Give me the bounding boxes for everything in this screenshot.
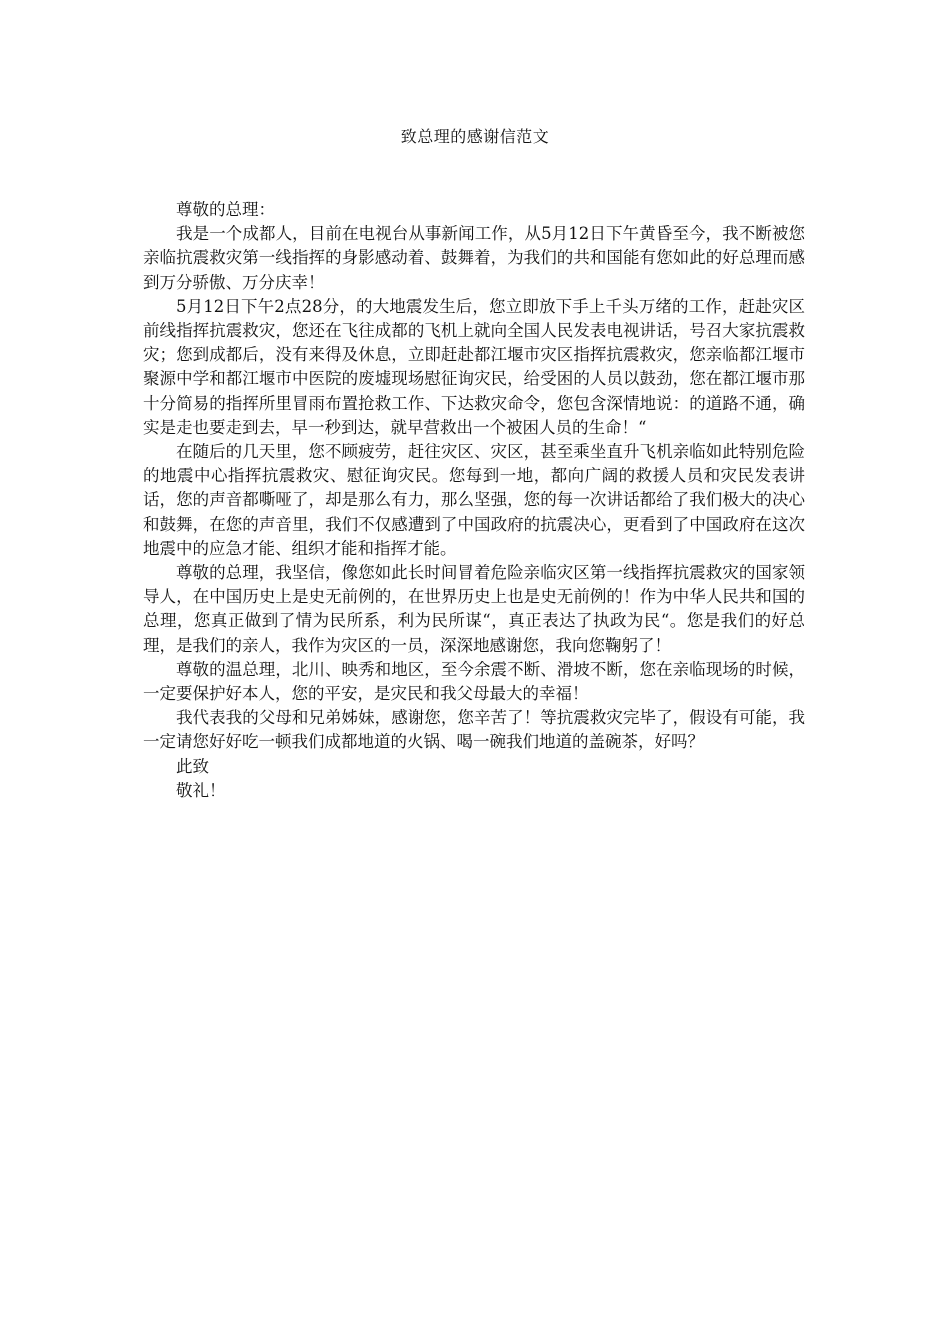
paragraph: 在随后的几天里，您不顾疲劳，赶往灾区、灾区，甚至乘坐直升飞机亲临如此特别危险的地震中心指挥抗震救灾、慰征询灾民。您每到一地，都向广阔的救援人员和灾民发表讲话，您的声音都嘶哑了，却是那么有力，那么坚强，您的每一次讲话都给了我们极大的决心和鼓舞，在您的声音里，我们不仅感遭到了中国政府的抗震决心，更看到了中国政府在这次地震中的应急才能、组织才能和指挥才能。 xyxy=(143,442,805,558)
paragraph: 5月12日下午2点28分，的大地震发生后，您立即放下手上千头万绪的工作，赶赴灾区前线指挥抗震救灾，您还在飞往成都的飞机上就向全国人民发表电视讲话，号召大家抗震救灾；您到成都后，没有来得及休息，立即赶赴都江堰市灾区指挥抗震救灾，您亲临都江堰市聚源中学和都江堰市中医院的废墟现场慰征询灾民，给受困的人员以鼓劲，您在都江堰市那十分简易的指挥所里冒雨布置抢救工作、下达救灾命令，您包含深情地说：的道路不通，确实是走也要走到去，早一秒到达，就早营救出一个被困人员的生命！“ xyxy=(143,296,805,437)
salutation: 尊敬的总理： xyxy=(176,200,275,219)
paragraph: 我代表我的父母和兄弟姊妹，感谢您，您辛苦了！等抗震救灾完毕了，假设有可能，我一定请您好好吃一顿我们成都地道的火锅、喝一碗我们地道的盖碗茶，好吗？ xyxy=(143,708,805,752)
closing-line: 此致 xyxy=(176,756,209,776)
paragraph: 尊敬的温总理，北川、映秀和地区，至今余震不断、滑坡不断，您在亲临现场的时候，一定要保护好本人，您的平安，是灾民和我父母最大的幸福！ xyxy=(143,659,805,704)
paragraph: 我是一个成都人，目前在电视台从事新闻工作，从5月12日下午黄昏至今，我不断被您亲临抗震救灾第一线指挥的身影感动着、鼓舞着，为我们的共和国能有您如此的好总理而感到万分骄傲、万分庆幸！ xyxy=(143,224,805,292)
closing-line: 敬礼！ xyxy=(176,780,226,800)
document-title: 致总理的感谢信范文 xyxy=(400,127,550,146)
paragraph: 尊敬的总理，我坚信，像您如此长时间冒着危险亲临灾区第一线指挥抗震救灾的国家领导人，在中国历史上是史无前例的，在世界历史上也是史无前例的！作为中华人民共和国的总理，您真正做到了情为民所系，利为民所谋“，真正表达了执政为民“。您是我们的好总理，是我们的亲人，我作为灾区的一员，深深地感谢您，我向您鞠躬了！ xyxy=(143,563,805,655)
letter-body xyxy=(143,198,805,803)
